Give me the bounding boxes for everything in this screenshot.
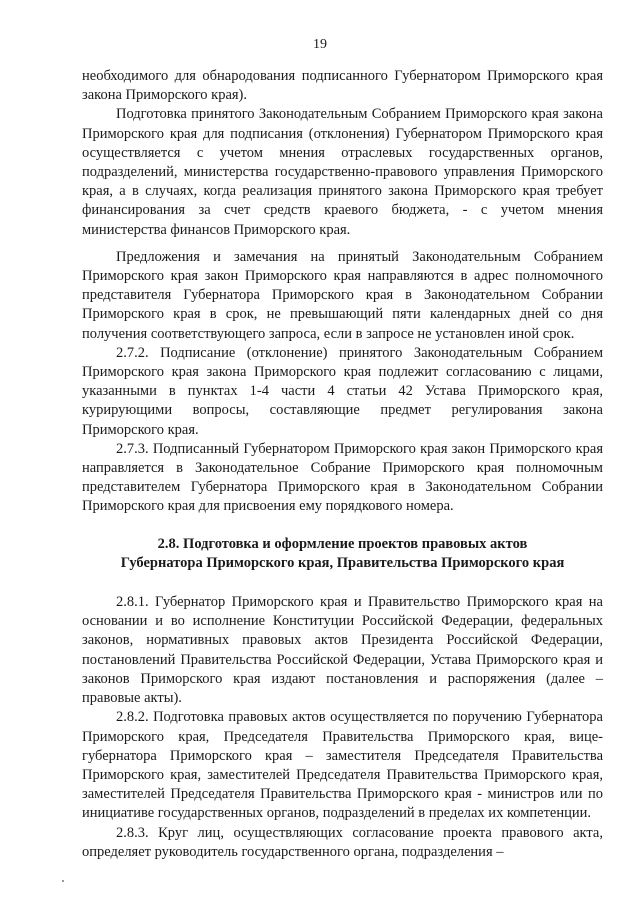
paragraph: 2.7.3. Подписанный Губернатором Приморского края закон Приморского края направляется в Законодательное Собрание Приморского края полномочным представителем Губернатора Приморского края в Законодательном Собрании Приморского края для присвоения ему порядкового номера. <box>82 440 603 515</box>
paragraph: 2.8.1. Губернатор Приморского края и Правительство Приморского края на основании и во исполнение Конституции Российской Федерации, федеральных законов, нормативных правовых актов Президента Российской Федерации, постановлений Правительства Российской Федерации, Устава Приморского края и законов Приморского края издают постановления и распоряжения (далее – правовые акты). <box>82 594 603 707</box>
paragraph: необходимого для обнародования подписанного Губернатором Приморского края закона Приморского края). <box>82 68 603 104</box>
paragraph: 2.7.2. Подписание (отклонение) принятого Законодательным Собранием Приморского края закона Приморского края подлежит согласованию с лицами, указанными в пунктах 1-4 части 4 статьи 42 Устава Приморского края, курирующими вопросы, составляющие предмет регулирования закона Приморского края. <box>82 344 603 438</box>
section-heading <box>82 535 603 573</box>
paragraph: Предложения и замечания на принятый Законодательным Собранием Приморского края закон Приморского края направляются в адрес полномочного представителя Губернатора Приморского края в Законодательном Собрании Приморского края в срок, не превышающий пяти календарных дней со дня получения соответствующего запроса, если в запросе не установлен иной срок. <box>82 248 603 342</box>
paragraph: 2.8.2. Подготовка правовых актов осуществляется по поручению Губернатора Приморского края, Председателя Правительства Приморского края, вице-губернатора Приморского края – заместителя Председателя Правительства Приморского края, заместителей Председателя Правительства Приморского края, заместителей Председателя Правительства Приморского края - министров или по инициативе государственных органов, подразделений в пределах их компетенции. <box>82 709 603 822</box>
scan-speck <box>62 880 64 882</box>
section-heading-line: Губернатора Приморского края, Правительства Приморского края <box>120 554 565 571</box>
section-heading-line: 2.8. Подготовка и оформление проектов правовых актов <box>157 535 528 552</box>
paragraph: Подготовка принятого Законодательным Собранием Приморского края закона Приморского края для подписания (отклонения) Губернатором Приморского края осуществляется с учетом мнения отраслевых государственных органов, подразделений, министерства государственно-правового управления Приморского края, а в случаях, когда реализация принятого закона Приморского края требует финансирования за счет средств краевого бюджета, - с учетом мнения министерства финансов Приморского края. <box>82 106 603 238</box>
page-number: 19 <box>313 37 327 52</box>
page-content <box>82 67 603 862</box>
paragraph: 2.8.3. Круг лиц, осуществляющих согласование проекта правового акта, определяет руководитель государственного органа, подразделения – <box>82 824 603 860</box>
